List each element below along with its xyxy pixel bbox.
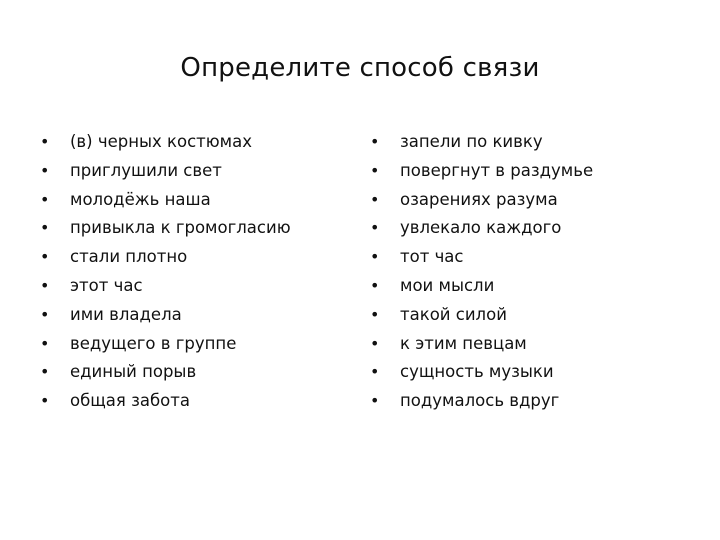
- right-item-text: подумалось вдруг: [400, 391, 560, 411]
- left-item-text: общая забота: [70, 391, 190, 411]
- bullet-icon: •: [40, 247, 50, 267]
- bullet-icon: •: [40, 304, 50, 324]
- bullet-icon: •: [40, 391, 50, 411]
- bullet-icon: •: [370, 391, 380, 411]
- left-list-item: [40, 301, 330, 330]
- right-list-item: [370, 186, 680, 215]
- right-list-item: [370, 301, 680, 330]
- left-item-text: этот час: [70, 275, 143, 295]
- left-item-text: единый порыв: [70, 362, 197, 382]
- right-bullet-list: [370, 128, 680, 416]
- bullet-icon: •: [370, 247, 380, 267]
- bullet-icon: •: [370, 189, 380, 209]
- bullet-icon: •: [40, 218, 50, 238]
- right-item-text: повергнут в раздумье: [400, 160, 594, 180]
- bullet-icon: •: [40, 275, 50, 295]
- left-list-item: [40, 214, 330, 243]
- bullet-icon: •: [40, 189, 50, 209]
- right-item-text: к этим певцам: [400, 333, 527, 353]
- left-list-item: [40, 387, 330, 416]
- left-item-text: приглушили свет: [70, 160, 222, 180]
- right-list-item: [370, 272, 680, 301]
- right-list-item: [370, 214, 680, 243]
- left-list-item: [40, 243, 330, 272]
- left-list-item: [40, 330, 330, 359]
- bullet-icon: •: [370, 304, 380, 324]
- left-list-item: [40, 186, 330, 215]
- bullet-icon: •: [370, 333, 380, 353]
- right-item-text: тот час: [400, 247, 464, 267]
- left-list-item: [40, 272, 330, 301]
- bullet-icon: •: [40, 362, 50, 382]
- left-item-text: ведущего в группе: [70, 333, 237, 353]
- bullet-icon: •: [40, 333, 50, 353]
- bullet-icon: •: [370, 132, 380, 151]
- right-item-text: такой силой: [400, 304, 507, 324]
- right-list-item: [370, 128, 680, 157]
- left-item-text: ими владела: [70, 304, 182, 324]
- right-list-item: [370, 387, 680, 416]
- bullet-icon: •: [370, 218, 380, 238]
- left-item-text: стали плотно: [70, 247, 188, 267]
- right-item-text: запели по кивку: [400, 132, 543, 151]
- right-list-item: [370, 243, 680, 272]
- right-list-item: [370, 157, 680, 186]
- left-list-item: [40, 128, 330, 157]
- left-bullet-list: [40, 128, 330, 416]
- bullet-icon: •: [40, 160, 50, 180]
- right-item-text: озарениях разума: [400, 189, 558, 209]
- left-list-item: [40, 157, 330, 186]
- right-item-text: сущность музыки: [400, 362, 554, 382]
- bullet-icon: •: [40, 132, 50, 151]
- right-item-text: увлекало каждого: [400, 218, 562, 238]
- bullet-icon: •: [370, 362, 380, 382]
- bullet-icon: •: [370, 160, 380, 180]
- left-item-text: привыкла к громогласию: [70, 218, 291, 238]
- left-item-text: (в) черных костюмах: [70, 132, 252, 151]
- bullet-icon: •: [370, 275, 380, 295]
- right-item-text: мои мысли: [400, 275, 495, 295]
- slide-title: Определите способ связи: [180, 53, 540, 83]
- left-item-text: молодёжь наша: [70, 189, 211, 209]
- left-list-item: [40, 358, 330, 387]
- right-list-item: [370, 330, 680, 359]
- right-list-item: [370, 358, 680, 387]
